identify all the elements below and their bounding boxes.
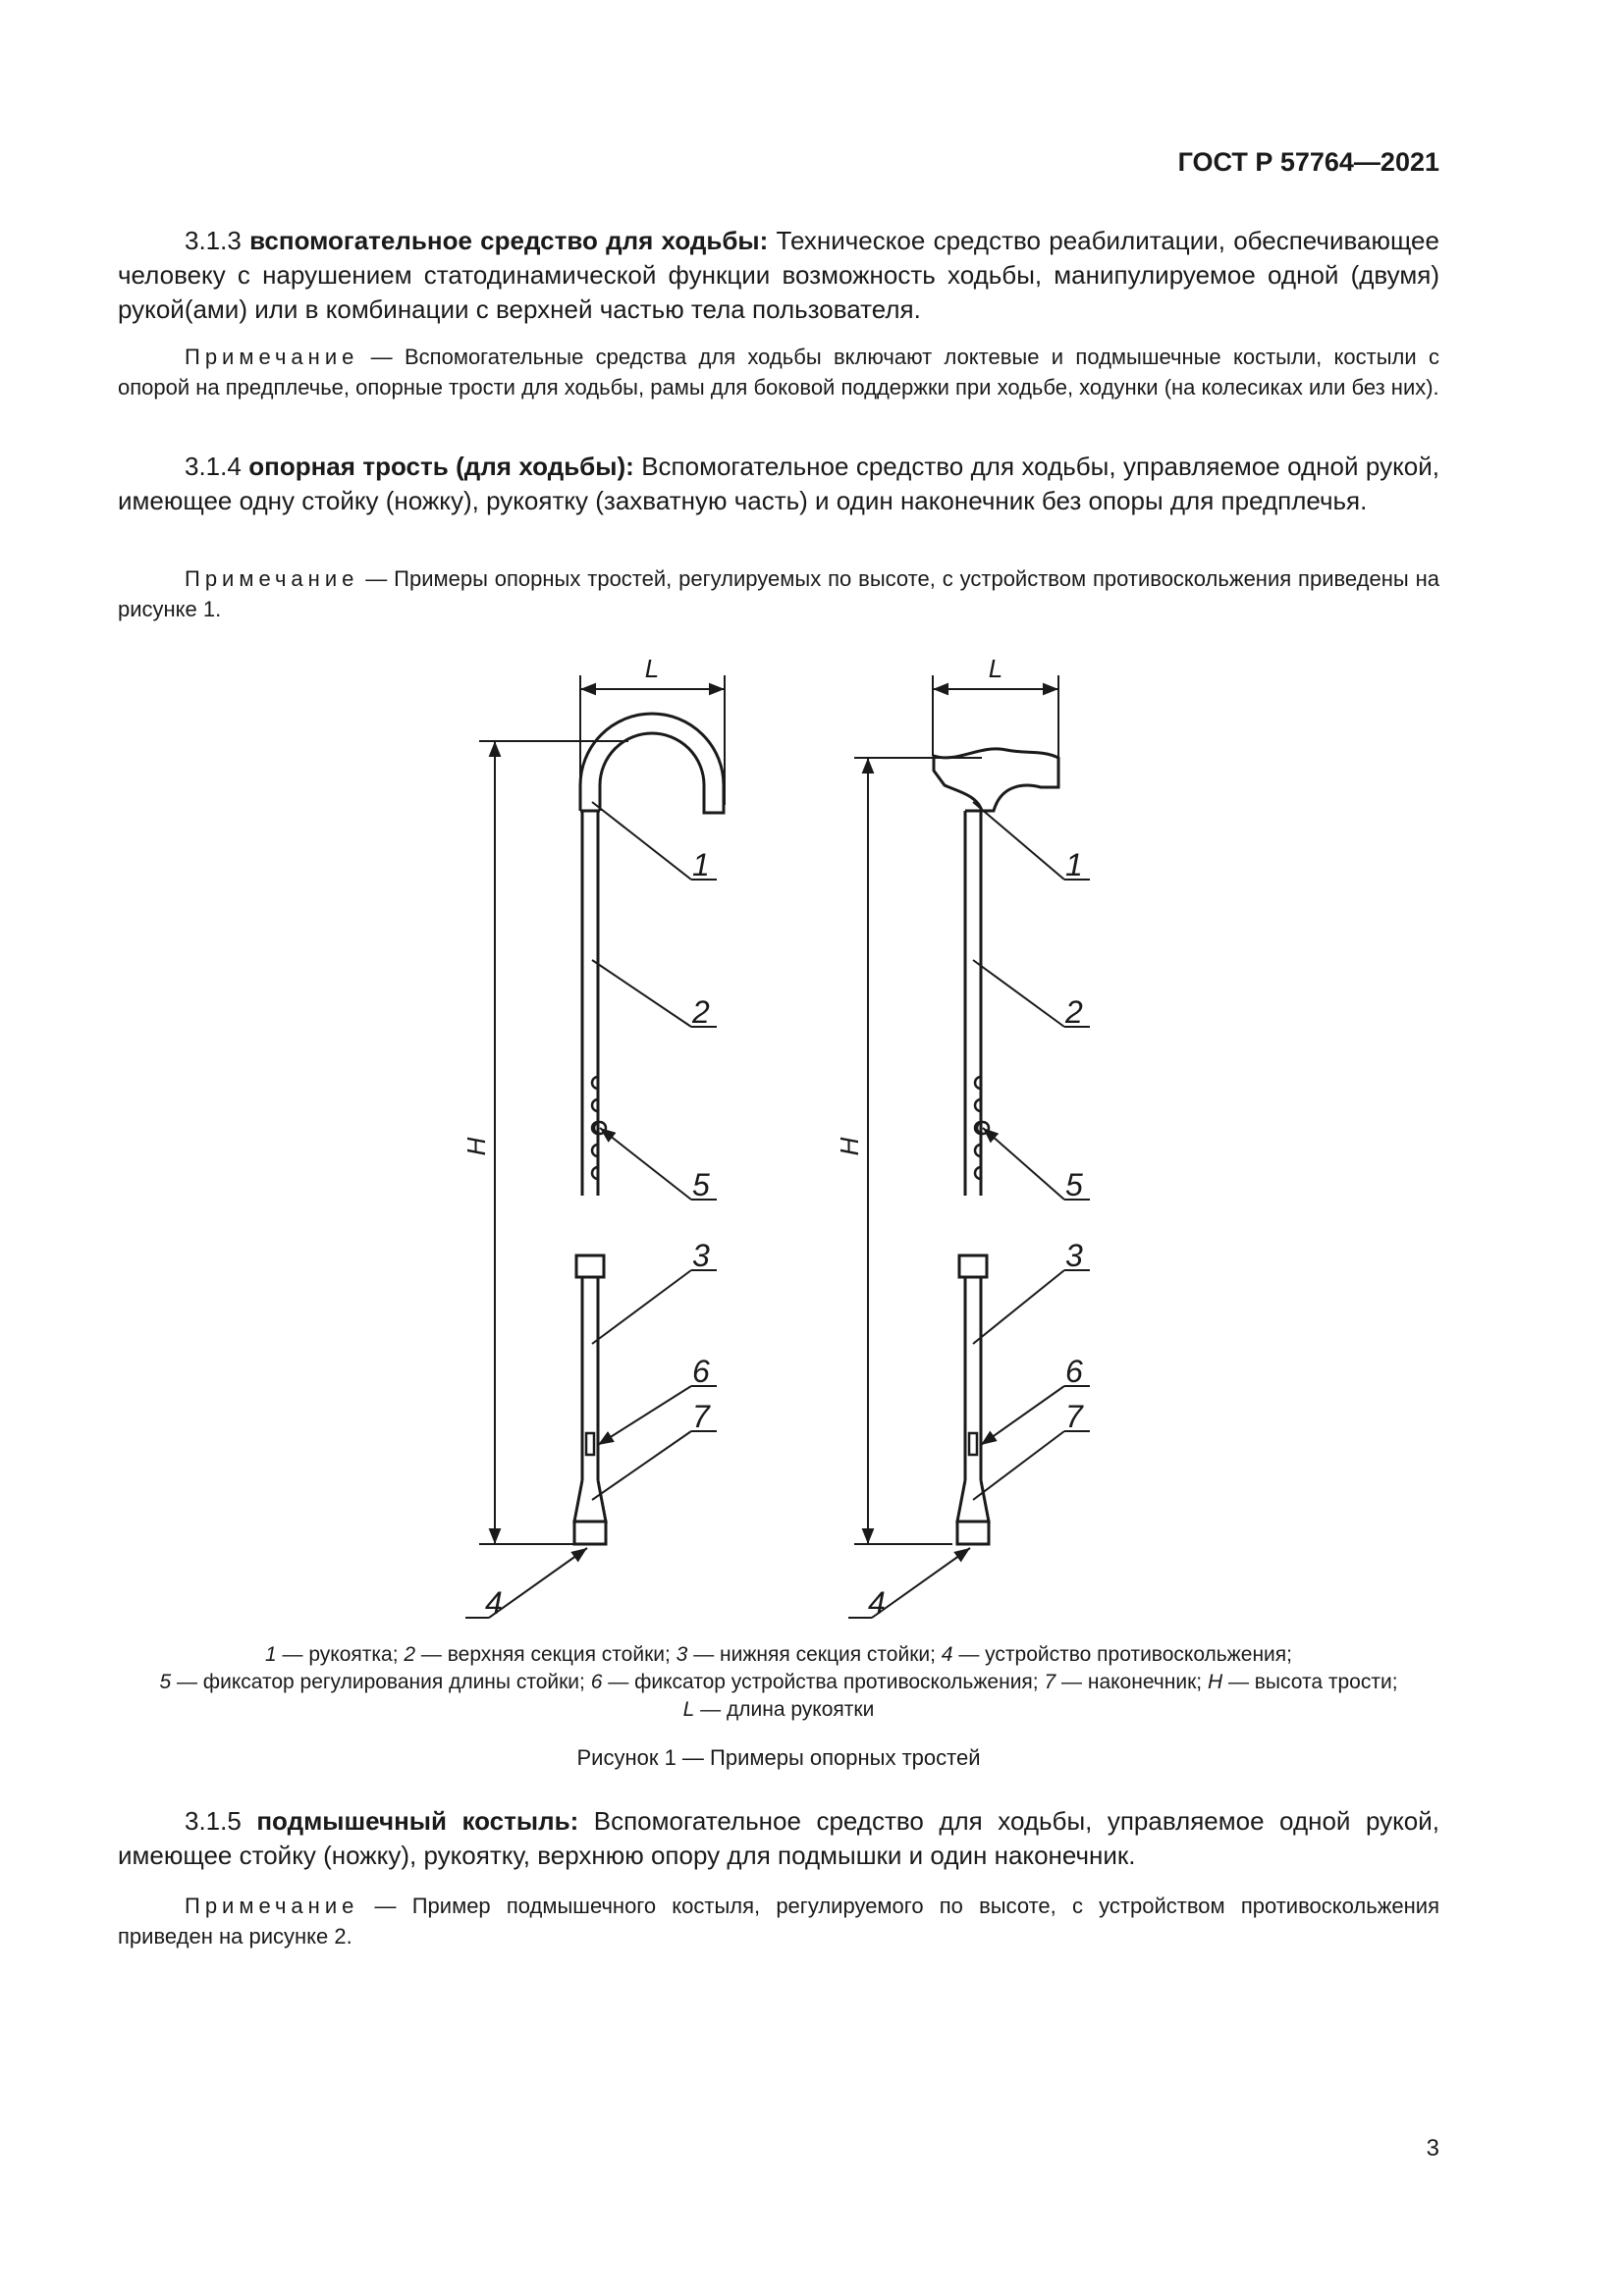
legend-key: L xyxy=(682,1698,695,1721)
note-2 xyxy=(118,563,1439,624)
callout-5: 5 xyxy=(692,1167,710,1202)
definition: Техническое средство реабилитации, обеспечивающее человеку с нарушением статодинамической функции возможность ходьбы, манипулируемое одной (двумя) рукой(ами) или в комбинации с верхней частью тела пользователя. xyxy=(118,226,1439,324)
legend-key: 6 xyxy=(590,1671,603,1693)
legend-text: — устройство противоскольжения; xyxy=(952,1643,1292,1666)
figure-legend xyxy=(118,1641,1439,1724)
callout-1: 1 xyxy=(692,847,710,882)
legend-text: — высота трости; xyxy=(1222,1671,1398,1693)
note-label: Примечание xyxy=(185,1894,359,1918)
section-number: 3.1.5 xyxy=(185,1806,242,1836)
note-text: — Примеры опорных тростей, регулируемых по высоте, с устройством противоскольжения приведены на рисунке 1. xyxy=(118,566,1439,621)
legend-key: 5 xyxy=(159,1671,172,1693)
dim-l-label: L xyxy=(988,654,1003,683)
dim-l-label: L xyxy=(644,654,660,683)
legend-key: 1 xyxy=(264,1643,277,1666)
legend-text: — фиксатор регулирования длины стойки; xyxy=(171,1671,591,1693)
page-number: 3 xyxy=(1426,2135,1439,2162)
note-3 xyxy=(118,1891,1439,1951)
term: вспомогательное средство для ходьбы: xyxy=(249,226,769,255)
callout-3: 3 xyxy=(1065,1238,1083,1273)
note-text: — Пример подмышечного костыля, регулируемого по высоте, с устройством противоскольжения приведен на рисунке 2. xyxy=(118,1894,1439,1949)
callout-3: 3 xyxy=(692,1238,710,1273)
legend-line-1 xyxy=(118,1641,1439,1669)
legend-text: — верхняя секция стойки; xyxy=(415,1643,677,1666)
legend-text: — фиксатор устройства противоскольжения; xyxy=(602,1671,1045,1693)
callout-4: 4 xyxy=(485,1585,503,1621)
legend-line-3 xyxy=(118,1696,1439,1724)
term: опорная трость (для ходьбы): xyxy=(248,452,634,481)
figure-caption: Рисунок 1 — Примеры опорных тростей xyxy=(576,1745,981,1770)
note-text: — Вспомогательные средства для ходьбы включают локтевые и подмышечные костыли, костыли с опорой на предплечье, опорные трости для ходьбы, рамы для боковой поддержки при ходьбе, ходунки (на колесиках или без них). xyxy=(118,345,1439,400)
definition: Вспомогательное средство для ходьбы, управляемое одной рукой, имеющее одну стойку (ножку), рукоятку (захватную часть) и один наконечник без опоры для предплечья. xyxy=(118,452,1439,515)
figure-1 xyxy=(0,648,1624,1629)
legend-text: — нижняя секция стойки; xyxy=(687,1643,942,1666)
definition: Вспомогательное средство для ходьбы, управляемое одной рукой, имеющее стойку (ножку), рукоятку, верхнюю опору для подмышки и один наконечник. xyxy=(118,1806,1439,1870)
cane-left xyxy=(461,654,725,1621)
callout-2: 2 xyxy=(1065,994,1083,1030)
callout-6: 6 xyxy=(1065,1354,1083,1389)
section-3-1-5 xyxy=(118,1804,1439,1873)
callout-7: 7 xyxy=(692,1399,710,1434)
callout-1: 1 xyxy=(1065,847,1083,882)
note-label: Примечание xyxy=(185,345,359,369)
callout-7: 7 xyxy=(1065,1399,1083,1434)
legend-key: 3 xyxy=(676,1643,688,1666)
legend-key: 7 xyxy=(1044,1671,1056,1693)
callout-4: 4 xyxy=(868,1585,886,1621)
callout-5: 5 xyxy=(1065,1167,1083,1202)
document-code: ГОСТ Р 57764—2021 xyxy=(1177,147,1439,177)
legend-text: — длина рукоятки xyxy=(694,1698,875,1721)
legend-key: 2 xyxy=(404,1643,416,1666)
term: подмышечный костыль: xyxy=(256,1806,579,1836)
callout-6: 6 xyxy=(692,1354,710,1389)
note-label: Примечание xyxy=(185,566,359,591)
cane-drawing xyxy=(0,648,1624,1629)
cane-right xyxy=(835,654,1090,1621)
legend-text: — наконечник; xyxy=(1056,1671,1208,1693)
dim-h-label: H xyxy=(461,1137,491,1156)
legend-key: H xyxy=(1207,1671,1223,1693)
legend-key: 4 xyxy=(941,1643,953,1666)
legend-text: — рукоятка; xyxy=(276,1643,405,1666)
section-number: 3.1.3 xyxy=(185,226,242,255)
section-3-1-3 xyxy=(118,224,1439,327)
section-number: 3.1.4 xyxy=(185,452,242,481)
legend-line-2 xyxy=(118,1669,1439,1696)
note-1 xyxy=(118,342,1439,402)
callout-2: 2 xyxy=(692,994,710,1030)
section-3-1-4 xyxy=(118,450,1439,518)
dim-h-label: H xyxy=(835,1137,864,1156)
